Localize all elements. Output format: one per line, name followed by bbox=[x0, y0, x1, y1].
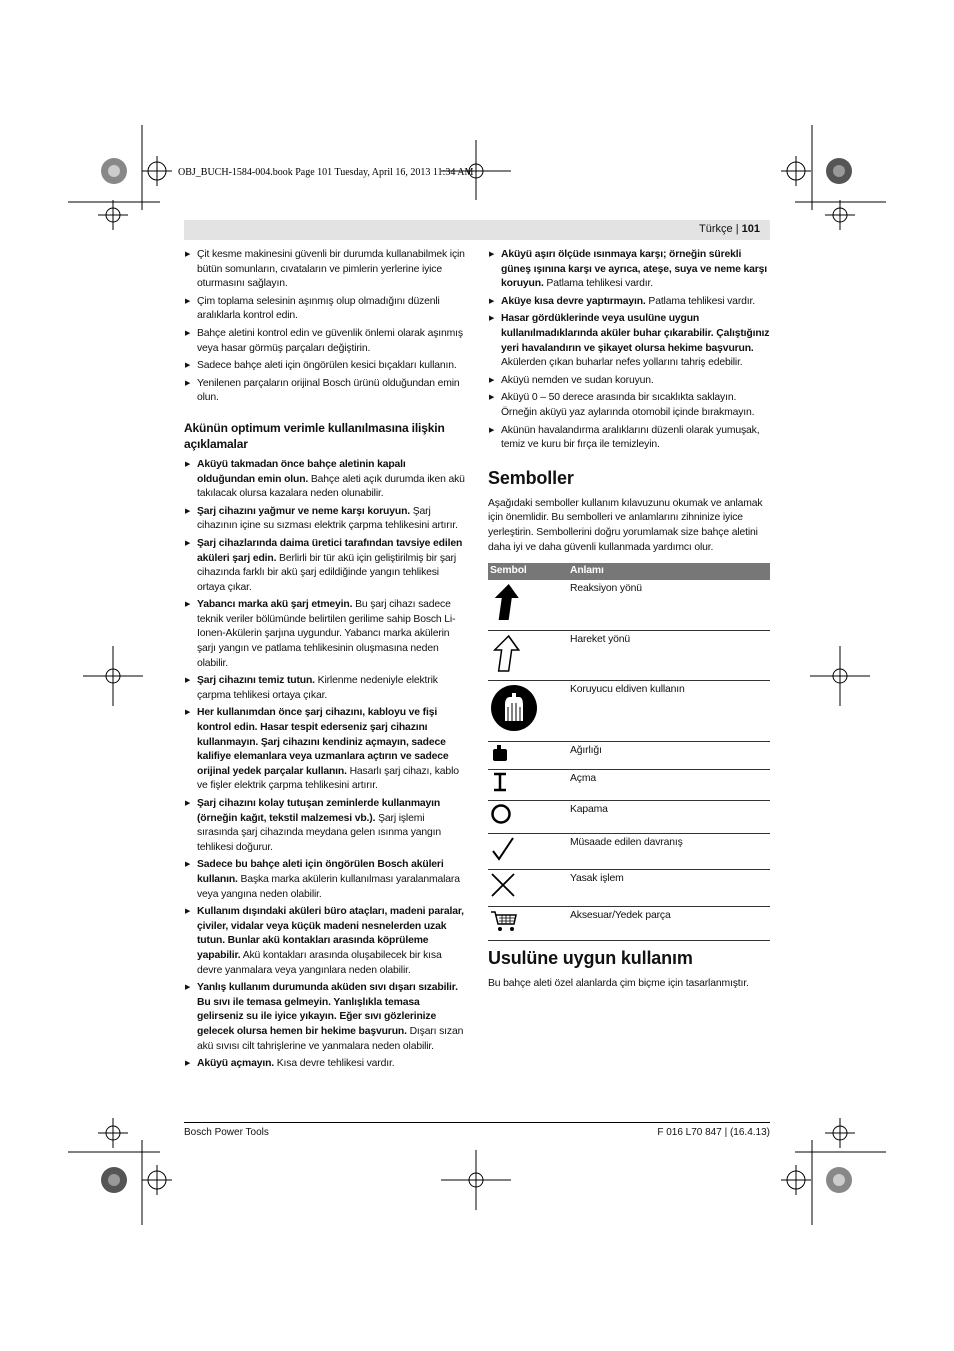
battery-subheading: Akünün optimum verimle kullanılmasına ilişkin açıklamalar bbox=[184, 420, 445, 451]
symbols-intro: Aşağıdaki semboller kullanım kılavuzunu okumak ve anlamak için önemlidir. Bu sembolleri ve anlamlarını zihninize iyice yerleştirin. Sembollerini doğru yorumlamak size bahçe aletini daha iyi ve daha güvenli kullanmada yardımcı olur. bbox=[488, 497, 763, 553]
print-info-line: OBJ_BUCH-1584-004.book Page 101 Tuesday, April 16, 2013 11:34 AM bbox=[178, 167, 474, 178]
list-item-emphasis: Yanlış kullanım durumunda aküden sıvı dışarı sızabilir. Bu sıvı ile temasa gelmeyin. Yanlışlıkla temasa gelirseniz su ile iyice yıkayın. Eğer sıvı gözlerinize gelecek olursa hemen bir hekime başvurun. bbox=[197, 982, 458, 1037]
list-item bbox=[184, 295, 466, 324]
list-item-emphasis: Kullanım dışındaki aküleri büro ataçları, madeni paralar, çiviler, vidalar veya küçük madeni nesnelerden uzak tutun. Bunlar akü kontakları arasında köprüleme yapabilir. bbox=[197, 906, 464, 961]
list-item-text: Patlama tehlikesi vardır. bbox=[543, 278, 653, 290]
filled-arrow-up-icon bbox=[488, 580, 568, 630]
list-item-emphasis: Şarj cihazını temiz tutun. bbox=[197, 675, 315, 687]
list-item-emphasis: Şarj cihazını kolay tutuşan zeminlerde kullanmayın (örneğin kağıt, tekstil malzemesi vb.). bbox=[197, 798, 441, 824]
right-column bbox=[488, 248, 770, 1000]
footer-doc-number: F 016 L70 847 | (16.4.13) bbox=[657, 1127, 770, 1138]
usage-heading: Usulüne uygun kullanım bbox=[488, 948, 693, 969]
symbol-meaning: Açma bbox=[568, 770, 770, 801]
symbol-meaning: Koruyucu eldiven kullanın bbox=[568, 681, 770, 742]
list-item bbox=[184, 1057, 466, 1072]
symbol-meaning: Aksesuar/Yedek parça bbox=[568, 906, 770, 941]
list-item-text: Akünün havalandırma aralıklarını düzenli olarak yumuşak, temiz ve kuru bir fırça ile temizleyin. bbox=[501, 424, 760, 451]
list-item-text: Aküyü nemden ve sudan koruyun. bbox=[501, 374, 654, 386]
list-item bbox=[184, 248, 466, 292]
list-item-text: Çit kesme makinesini güvenli bir durumda kullanabilmek için bütün somunların, cıvataların ve pimlerin yerlerine iyice oturmasını sağlayın. bbox=[197, 249, 465, 290]
table-row bbox=[488, 870, 770, 907]
table-row bbox=[488, 770, 770, 801]
symbol-column-header: Sembol bbox=[488, 563, 568, 580]
list-item-emphasis: Şarj cihazlarında daima üretici tarafından tavsiye edilen aküleri şarj edin. bbox=[197, 537, 463, 564]
list-item bbox=[184, 327, 466, 356]
symbol-meaning: Ağırlığı bbox=[568, 741, 770, 770]
symbol-meaning: Yasak işlem bbox=[568, 870, 770, 907]
list-item-text: Berlirli bir tür akü için geliştirilmiş bir şarj cihazında farklı bir akü şarj edildiğinde yangın tehlikesi ortaya çıkar. bbox=[197, 552, 457, 593]
list-item-emphasis: Yabancı marka akü şarj etmeyin. bbox=[197, 599, 353, 611]
list-item bbox=[184, 797, 466, 855]
list-item bbox=[488, 391, 770, 420]
battery-safety-list bbox=[184, 458, 466, 1072]
table-row bbox=[488, 833, 770, 870]
table-row bbox=[488, 630, 770, 681]
list-item-emphasis: Aküyü aşırı ölçüde ısınmaya karşı; örneğin sürekli güneş ışınına karşı ve ayrıca, ateşe, suya ve neme karşı koruyun. bbox=[501, 249, 767, 290]
list-item bbox=[488, 312, 770, 370]
table-row bbox=[488, 580, 770, 630]
list-item-emphasis: Sadece bu bahçe aleti için öngörülen Bosch aküleri kullanın. bbox=[197, 859, 444, 885]
list-item-text: Kirlenme nedeniyle elektrik çarpma tehlikesi ortaya çıkar. bbox=[197, 675, 438, 701]
cross-icon bbox=[488, 870, 568, 907]
list-item-text: Bahçe aletini kontrol edin ve güvenlik önlemi olarak aşınmış veya hasar görmüş parçaları değiştirin. bbox=[197, 327, 463, 354]
list-item-text: Akü kontakları arasında oluşabilecek bir kısa devre yanmalara veya yangınlara neden olabilir. bbox=[197, 949, 442, 976]
list-item bbox=[184, 598, 466, 671]
list-item-emphasis: Aküyü takmadan önce bahçe aletinin kapalı olduğundan emin olun. bbox=[197, 458, 406, 485]
list-item-text: Şarj işlemi sırasında şarj cihazında meydana gelen ısınma yangın tehlikesi doğurur. bbox=[197, 812, 442, 853]
glove-icon bbox=[488, 681, 568, 742]
symbol-meaning: Reaksiyon yönü bbox=[568, 580, 770, 630]
list-item bbox=[184, 505, 466, 534]
list-item bbox=[184, 706, 466, 794]
list-item-text: Dışarı sızan akü sıvısı cilt tahrişlerine ve yanmalara neden olabilir. bbox=[197, 1025, 464, 1052]
list-item-text: Şarj cihazının içine su sızması elektrik çarpma tehlikesini artırır. bbox=[197, 505, 458, 532]
list-item bbox=[184, 674, 466, 703]
usage-text: Bu bahçe aleti özel alanlarda çim biçme için tasarlanmıştır. bbox=[488, 978, 749, 990]
symbol-meaning: Hareket yönü bbox=[568, 630, 770, 681]
list-item-text: Bu şarj cihazı sadece teknik veriler bölümünde belirtilen gerilime sahip Bosch Li-Ionen-Akülerin şarjına uygundur. Yabancı marka akülerin şarjı yangın ve patlama tehlikesinin oluşmasına neden olabilir. bbox=[197, 599, 456, 669]
page-header-bar bbox=[184, 220, 770, 240]
checkmark-icon bbox=[488, 833, 568, 870]
list-item bbox=[184, 858, 466, 902]
list-item-emphasis: Şarj cihazını yağmur ve neme karşı koruyun. bbox=[197, 505, 410, 517]
list-item-text: Patlama tehlikesi vardır. bbox=[645, 295, 755, 307]
list-item bbox=[184, 458, 466, 502]
list-item-emphasis: Aküyü açmayın. bbox=[197, 1058, 275, 1070]
meaning-column-header: Anlamı bbox=[568, 563, 770, 580]
battery-care-list bbox=[488, 248, 770, 453]
left-column bbox=[184, 248, 466, 1075]
symbol-meaning: Müsaade edilen davranış bbox=[568, 833, 770, 870]
list-item-text: Başka marka akülerin kullanılması yaralanmalara veya yangına neden olabilir. bbox=[197, 873, 460, 900]
list-item-text: Yenilenen parçaların orijinal Bosch ürünü olduğundan emin olun. bbox=[197, 377, 460, 404]
list-item-text: Çim toplama selesinin aşınmış olup olmadığını düzenli aralıklarla kontrol edin. bbox=[197, 295, 440, 322]
list-item bbox=[488, 295, 770, 310]
list-item-emphasis: Her kullanımdan önce şarj cihazını, kabloyu ve fişi kontrol edin. Hasar tespit ederseniz şarj cihazını kullanmayın. Şarj cihazını kendiniz açmayın, sadece kalifiye elemanlara veya uzmanlara açtırın ve sadece orijinal yedek parçalar kullanın. bbox=[197, 707, 449, 777]
table-row bbox=[488, 741, 770, 770]
list-item bbox=[488, 424, 770, 453]
shopping-cart-icon bbox=[488, 906, 568, 941]
list-item bbox=[184, 905, 466, 978]
list-item bbox=[184, 359, 466, 374]
language-label: Türkçe bbox=[699, 223, 733, 235]
outline-arrow-up-icon bbox=[488, 630, 568, 681]
list-item-emphasis: Hasar gördüklerinde veya usulüne uygun kullanılmadıklarında aküler buhar çıkarabilir. Çalıştığınız yeri havalandırın ve şikayet olursa hekime başvurun. bbox=[501, 313, 770, 354]
page-header: Türkçe | 101 bbox=[699, 223, 760, 235]
list-item bbox=[184, 377, 466, 406]
list-item-emphasis: Aküye kısa devre yaptırmayın. bbox=[501, 295, 646, 307]
maintenance-list bbox=[184, 248, 466, 406]
on-icon bbox=[488, 770, 568, 801]
list-item bbox=[488, 374, 770, 389]
table-row bbox=[488, 681, 770, 742]
symbol-meaning: Kapama bbox=[568, 801, 770, 834]
list-item-text: Bahçe aleti açık durumda iken akü takılacak olursa kazalara neden olunabilir. bbox=[197, 473, 465, 500]
footer-brand: Bosch Power Tools bbox=[184, 1127, 269, 1138]
list-item-text: Kısa devre tehlikesi vardır. bbox=[274, 1058, 395, 1070]
page-number: 101 bbox=[741, 223, 760, 235]
list-item bbox=[488, 248, 770, 292]
symbols-heading: Semboller bbox=[488, 467, 574, 488]
off-icon bbox=[488, 801, 568, 834]
weight-icon bbox=[488, 741, 568, 770]
list-item-text: Sadece bahçe aleti için öngörülen kesici bıçakları kullanın. bbox=[197, 360, 457, 372]
list-item-text: Aküyü 0 – 50 derece arasında bir sıcaklıkta saklayın. Örneğin aküyü yaz aylarında otomobil içinde bırakmayın. bbox=[501, 392, 755, 418]
table-row bbox=[488, 906, 770, 941]
list-item-text: Hasarlı şarj cihazı, kablo ve fişler elektrik çarpma tehlikesini artırır. bbox=[197, 765, 459, 792]
symbols-table-header bbox=[488, 563, 770, 580]
symbols-table bbox=[488, 563, 770, 941]
list-item bbox=[184, 981, 466, 1054]
page-footer bbox=[184, 1122, 770, 1138]
list-item bbox=[184, 537, 466, 595]
table-row bbox=[488, 801, 770, 834]
list-item-text: Akülerden çıkan buharlar nefes yollarını tahriş edebilir. bbox=[501, 357, 743, 369]
